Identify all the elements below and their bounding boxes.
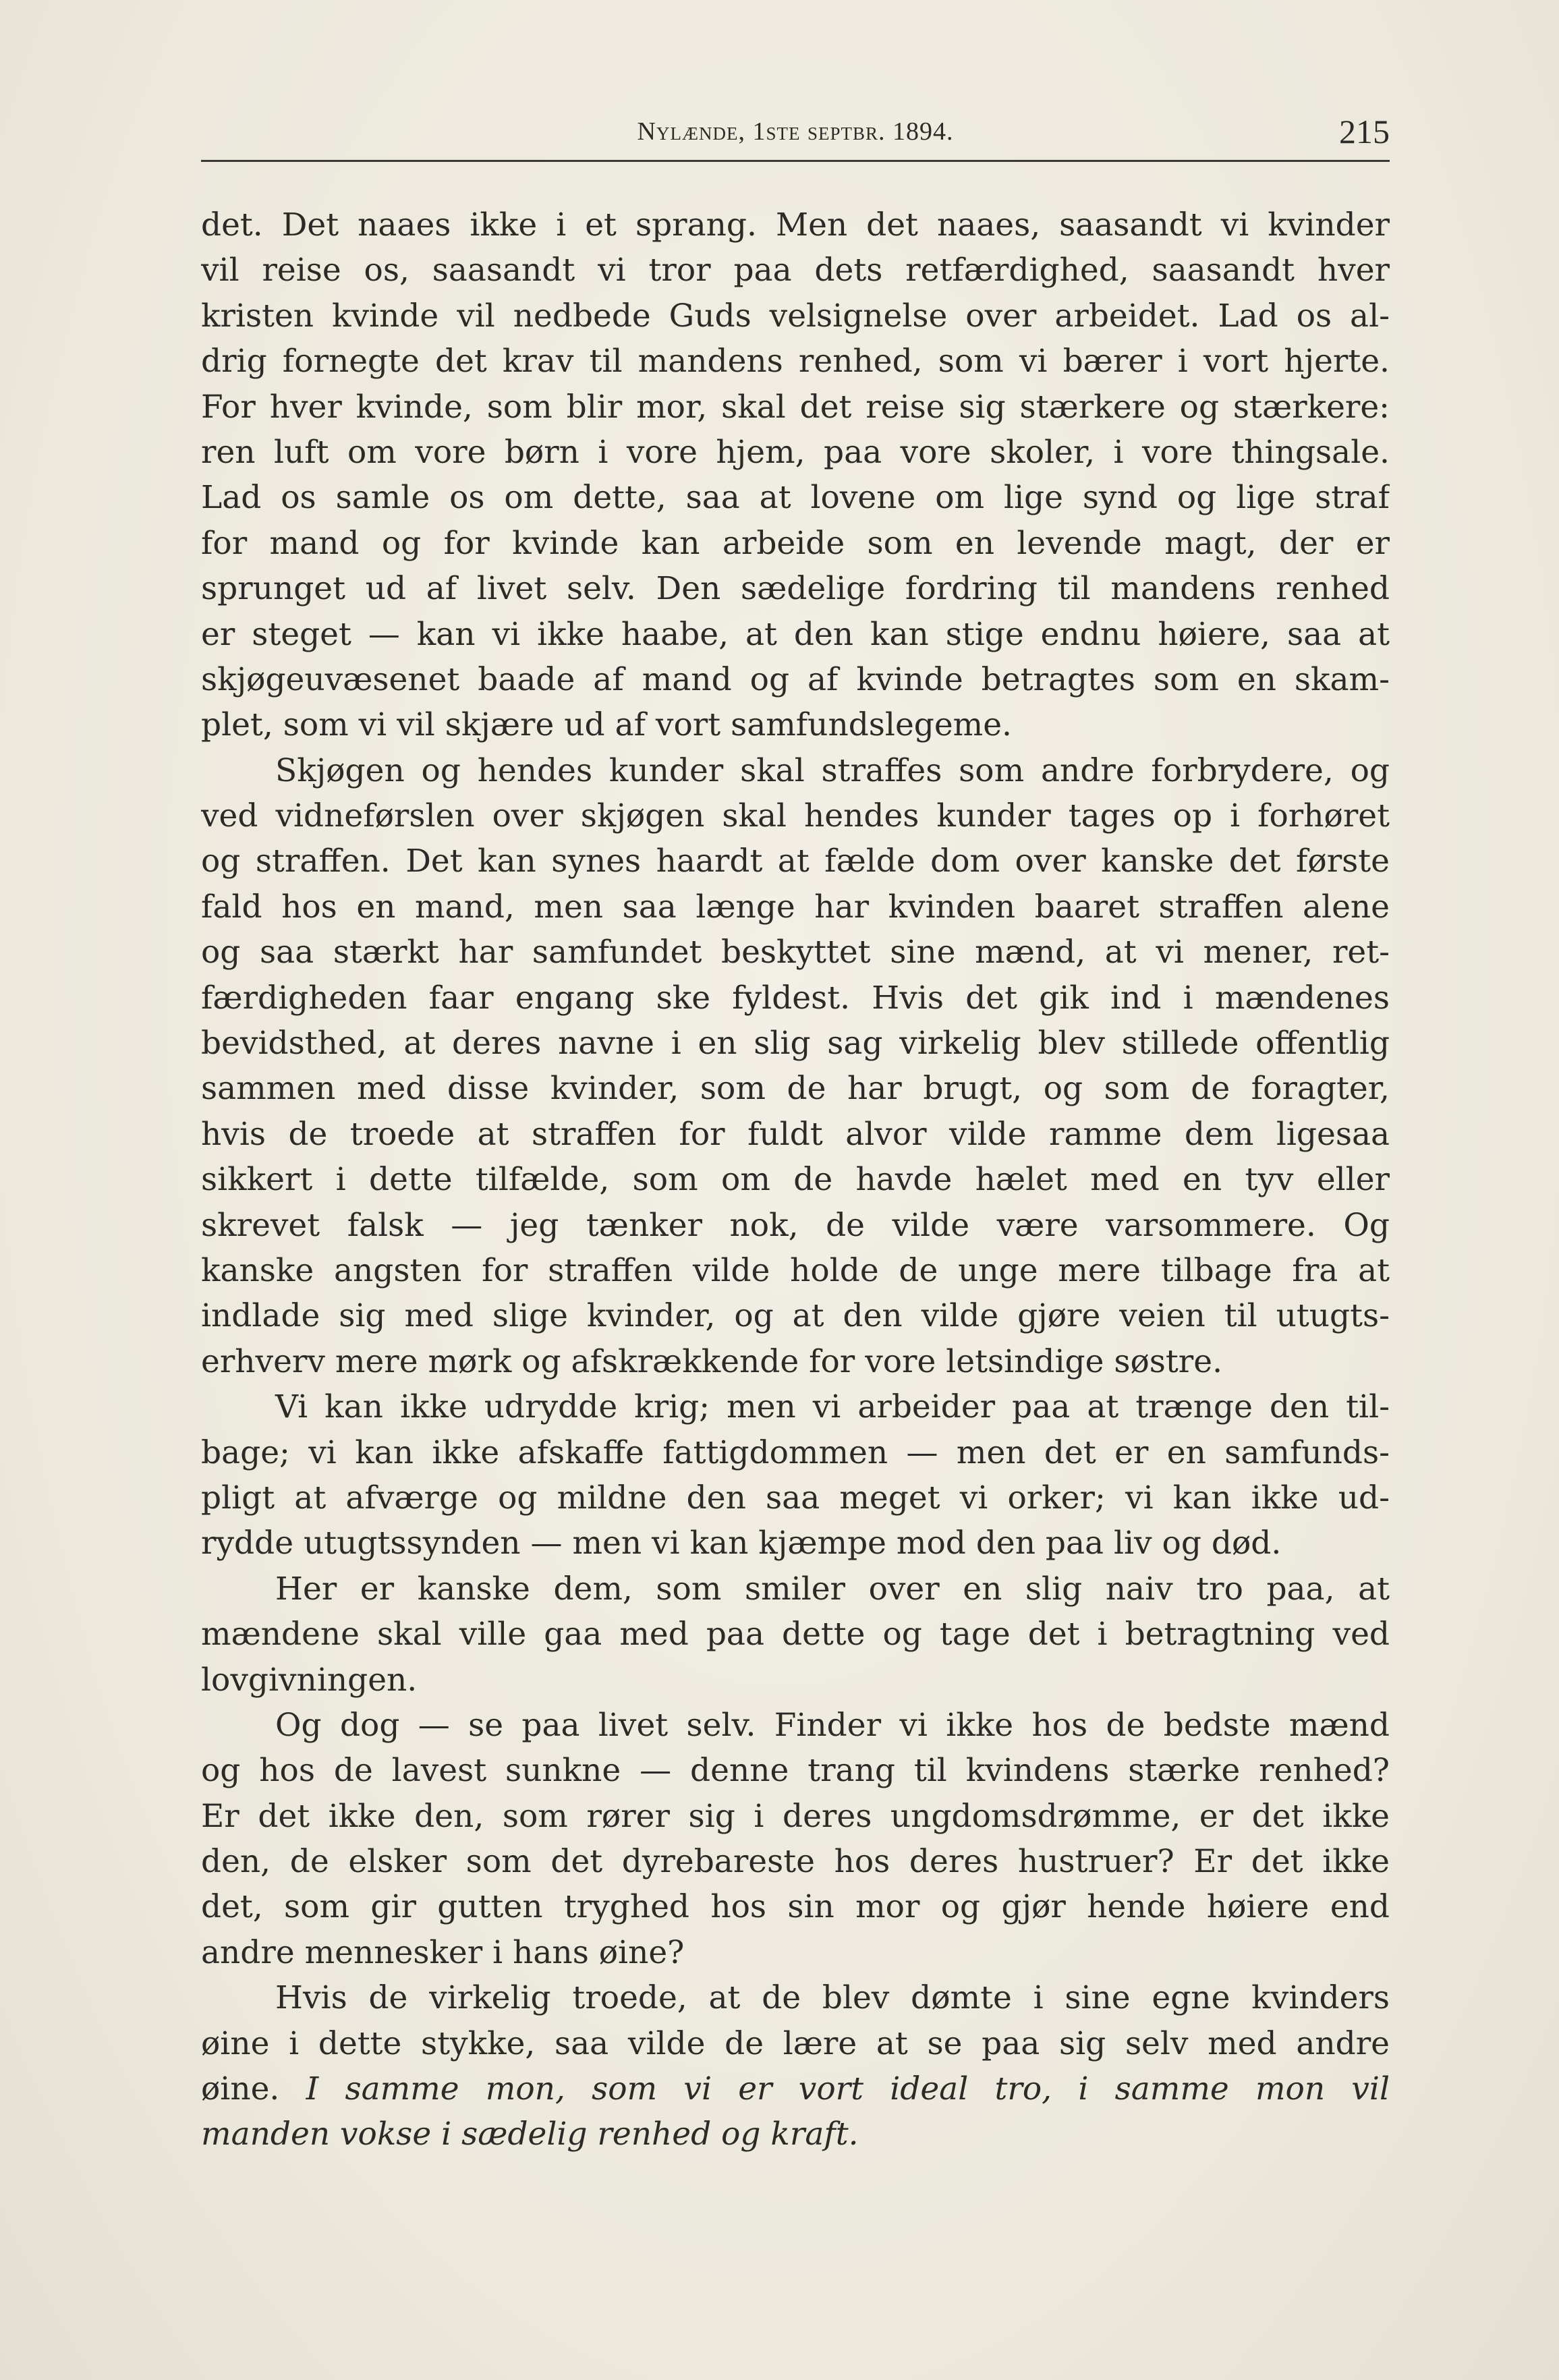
- text-line: sammen med disse kvinder, som de har brugt, og som de foragter,: [201, 1070, 1390, 1108]
- text-line: for mand og for kvinde kan arbeide som en levende magt, der er: [201, 524, 1390, 562]
- text-line: For hver kvinde, som blir mor, skal det reise sig stærkere og stærkere:: [201, 388, 1390, 426]
- text-line: bage; vi kan ikke afskaffe fattigdommen — men det er en samfunds-: [201, 1434, 1390, 1471]
- text-line: Lad os samle os om dette, saa at lovene om lige synd og lige straf: [201, 479, 1390, 517]
- text-line: Er det ikke den, som rører sig i deres ungdomsdrømme, er det ikke: [201, 1797, 1390, 1835]
- text-line: og saa stærkt har samfundet beskyttet sine mænd, at vi mener, ret-: [201, 934, 1390, 971]
- text-line: kristen kvinde vil nedbede Guds velsignelse over arbeidet. Lad os al-: [201, 297, 1390, 335]
- page-number: 215: [1339, 113, 1390, 150]
- running-head: Nylænde, 1ste septbr. 1894.: [637, 117, 954, 146]
- text-line: sprunget ud af livet selv. Den sædelige fordring til mandens renhed: [201, 570, 1390, 608]
- text-line: hvis de troede at straffen for fuldt alvor vilde ramme dem ligesaa: [201, 1115, 1390, 1153]
- text-line: lovgivningen.: [201, 1661, 418, 1699]
- text-line: rydde utugtssynden — men vi kan kjæmpe mod den paa liv og død.: [201, 1525, 1282, 1562]
- text-line: Hvis de virkelig troede, at de blev dømte i sine egne kvinders: [275, 1979, 1390, 2017]
- text-line: færdigheden faar engang ske fyldest. Hvis det gik ind i mændenes: [201, 979, 1390, 1017]
- text-line: andre mennesker i hans øine?: [201, 1933, 685, 1971]
- text-line: sikkert i dette tilfælde, som om de havde hælet med en tyv eller: [201, 1161, 1390, 1199]
- text-line: skjøgeuvæsenet baade af mand og af kvinde betragtes som en skam-: [201, 660, 1390, 698]
- text-line: vil reise os, saasandt vi tror paa dets retfærdighed, saasandt hver: [201, 252, 1390, 289]
- text-line: Her er kanske dem, som smiler over en slig naiv tro paa, at: [275, 1570, 1390, 1608]
- text-line: det, som gir gutten tryghed hos sin mor og gjør hende høiere end: [201, 1888, 1390, 1926]
- text-line: Vi kan ikke udrydde krig; men vi arbeider paa at trænge den til-: [275, 1388, 1390, 1426]
- text-line: og straffen. Det kan synes haardt at fælde dom over kanske det første: [201, 843, 1390, 880]
- text-line: drig fornegte det krav til mandens renhed, som vi bærer i vort hjerte.: [201, 343, 1390, 380]
- text-line: den, de elsker som det dyrebareste hos deres hustruer? Er det ikke: [201, 1843, 1390, 1881]
- text-line: er steget — kan vi ikke haabe, at den kan stige endnu høiere, saa at: [201, 615, 1390, 653]
- text-line: Skjøgen og hendes kunder skal straffes som andre forbrydere, og: [275, 752, 1390, 789]
- text-line: det. Det naaes ikke i et sprang. Men det naaes, saasandt vi kvinder: [201, 206, 1390, 244]
- header-rule: [201, 160, 1390, 162]
- text-line: indlade sig med slige kvinder, og at den vilde gjøre veien til utugts-: [201, 1297, 1390, 1335]
- text-line: ved vidneførslen over skjøgen skal hendes kunder tages op i forhøret: [201, 797, 1390, 835]
- text-line: Og dog — se paa livet selv. Finder vi ikke hos de bedste mænd: [275, 1706, 1390, 1744]
- text-line: plet, som vi vil skjære ud af vort samfundslegeme.: [201, 706, 1012, 744]
- text-line: og hos de lavest sunkne — denne trang til kvindens stærke renhed?: [201, 1752, 1390, 1790]
- page-header: [201, 111, 1390, 152]
- body-text: [201, 202, 1390, 2157]
- text-line: mændene skal ville gaa med paa dette og tage det i betragtning ved: [201, 1616, 1390, 1653]
- text-line: erhverv mere mørk og afskrækkende for vore letsindige søstre.: [201, 1342, 1223, 1380]
- text-line: øine i dette stykke, saa vilde de lære at se paa sig selv med andre: [201, 2024, 1390, 2062]
- text-line: skrevet falsk — jeg tænker nok, de vilde være varsommere. Og: [201, 1206, 1390, 1244]
- text-line: øine. I samme mon, som vi er vort ideal tro, i samme mon vil: [201, 2070, 1390, 2108]
- text-line: pligt at afværge og mildne den saa meget vi orker; vi kan ikke ud-: [201, 1479, 1390, 1517]
- text-line: bevidsthed, at deres navne i en slig sag virkelig blev stillede offentlig: [201, 1025, 1390, 1062]
- text-line: manden vokse i sædelig renhed og kraft.: [201, 2116, 859, 2153]
- text-line: ren luft om vore børn i vore hjem, paa vore skoler, i vore thingsale.: [201, 433, 1390, 471]
- text-line: fald hos en mand, men saa længe har kvinden baaret straffen alene: [201, 888, 1390, 926]
- text-line: kanske angsten for straffen vilde holde de unge mere tilbage fra at: [201, 1251, 1390, 1289]
